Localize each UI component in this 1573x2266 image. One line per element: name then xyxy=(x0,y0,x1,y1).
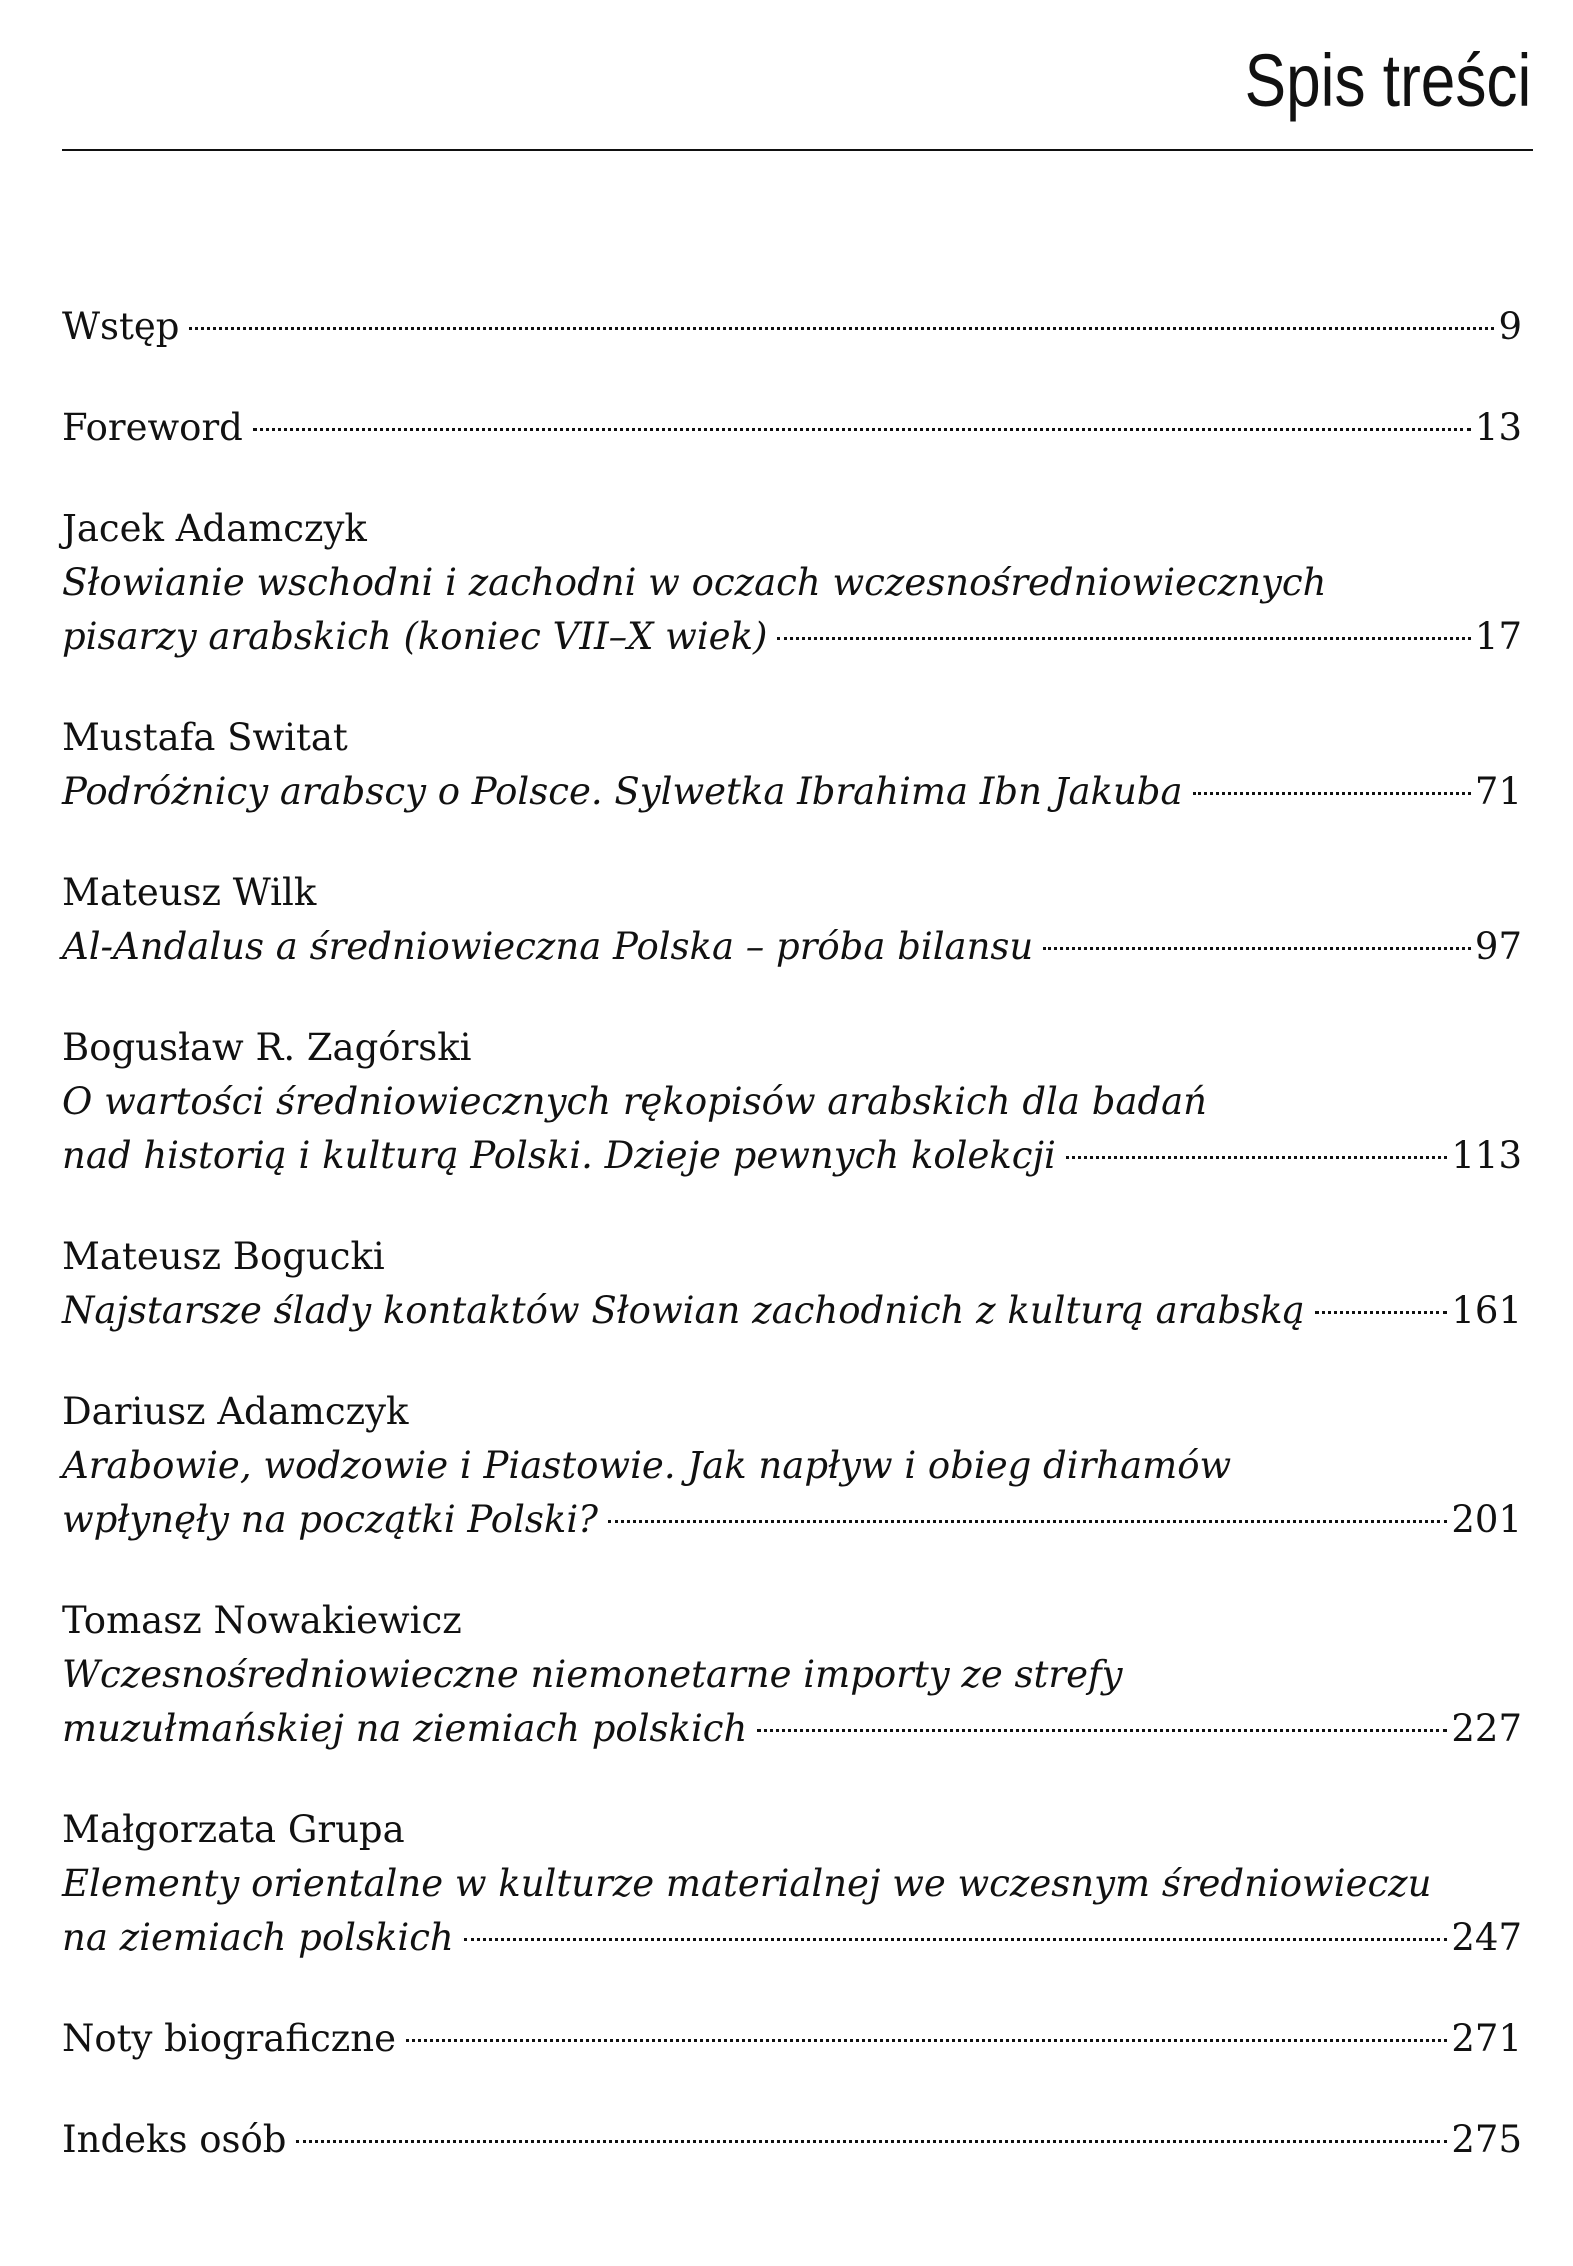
toc-entry-author: Bogusław R. Zagórski xyxy=(62,1026,472,1069)
toc-entry-page-number: 113 xyxy=(1451,1134,1522,1177)
toc-entry xyxy=(62,1594,1522,1756)
dot-leader xyxy=(296,2140,1447,2143)
toc-entry-leader-line xyxy=(62,1129,1522,1183)
toc-entry xyxy=(62,300,1522,354)
toc-entry-title-line: Elementy orientalne w kulturze materialnej we wczesnym średniowieczu xyxy=(62,1862,1432,1905)
dot-leader xyxy=(757,1729,1447,1732)
title-rule xyxy=(62,149,1533,151)
toc-entry-author: Małgorzata Grupa xyxy=(62,1808,405,1851)
toc-entry-leader-line xyxy=(62,1493,1522,1547)
toc-entry-title-line: O wartości średniowiecznych rękopisów arabskich dla badań xyxy=(62,1080,1208,1123)
toc-entry-page-number: 13 xyxy=(1474,406,1522,449)
toc-entry xyxy=(62,502,1522,664)
toc-entry-page-number: 201 xyxy=(1451,1498,1522,1541)
toc-entry-title: muzułmańskiej na ziemiach polskich xyxy=(62,1707,748,1750)
toc-entry-title: wpłynęły na początki Polski? xyxy=(62,1498,598,1541)
dot-leader xyxy=(253,428,1471,431)
toc-entry xyxy=(62,2113,1522,2167)
table-of-contents xyxy=(62,300,1522,2214)
toc-entry xyxy=(62,2012,1522,2066)
dot-leader xyxy=(1043,947,1471,950)
dot-leader xyxy=(464,1938,1448,1941)
toc-entry-leader-line xyxy=(62,2113,1522,2167)
toc-entry-title: Najstarsze ślady kontaktów Słowian zachodnich z kulturą arabską xyxy=(62,1289,1305,1332)
toc-entry xyxy=(62,401,1522,455)
toc-entry-leader-line xyxy=(62,920,1522,974)
dot-leader xyxy=(1193,792,1471,795)
toc-entry-author: Mateusz Bogucki xyxy=(62,1235,385,1278)
toc-entry-page-number: 227 xyxy=(1451,1707,1522,1750)
toc-entry-title: na ziemiach polskich xyxy=(62,1916,454,1959)
toc-entry-title: Al-Andalus a średniowieczna Polska – próba bilansu xyxy=(62,925,1034,968)
toc-entry-title: nad historią i kulturą Polski. Dzieje pewnych kolekcji xyxy=(62,1134,1056,1177)
toc-entry-page-number: 161 xyxy=(1451,1289,1522,1332)
toc-entry xyxy=(62,1021,1522,1183)
toc-entry xyxy=(62,866,1522,974)
toc-entry-title-line: Arabowie, wodzowie i Piastowie. Jak napływ i obieg dirhamów xyxy=(62,1444,1232,1487)
toc-entry-page-number: 247 xyxy=(1451,1916,1522,1959)
toc-entry-title: pisarzy arabskich (koniec VII–X wiek) xyxy=(62,615,768,658)
toc-entry xyxy=(62,711,1522,819)
toc-entry-page-number: 275 xyxy=(1451,2118,1522,2161)
toc-entry xyxy=(62,1385,1522,1547)
toc-entry-title: Indeks osób xyxy=(62,2118,287,2161)
toc-entry-author: Mustafa Switat xyxy=(62,716,348,759)
toc-entry-author: Mateusz Wilk xyxy=(62,871,317,914)
dot-leader xyxy=(777,637,1470,640)
dot-leader xyxy=(1315,1311,1448,1314)
page-title: Spis treści xyxy=(1244,39,1531,122)
toc-entry-page-number: 71 xyxy=(1474,770,1522,813)
toc-entry-leader-line xyxy=(62,300,1522,354)
toc-entry-author: Tomasz Nowakiewicz xyxy=(62,1599,462,1642)
toc-entry-leader-line xyxy=(62,1702,1522,1756)
toc-entry-leader-line xyxy=(62,2012,1522,2066)
toc-entry-title: Wstęp xyxy=(62,305,180,348)
toc-entry-page-number: 97 xyxy=(1474,925,1522,968)
toc-entry-title: Podróżnicy arabscy o Polsce. Sylwetka Ibrahima Ibn Jakuba xyxy=(62,770,1183,813)
dot-leader xyxy=(608,1520,1447,1523)
dot-leader xyxy=(1066,1156,1448,1159)
toc-entry-title-line: Słowianie wschodni i zachodni w oczach wczesnośredniowiecznych xyxy=(62,561,1327,604)
toc-entry-author: Jacek Adamczyk xyxy=(62,507,367,550)
toc-entry-title-line: Wczesnośredniowieczne niemonetarne importy ze strefy xyxy=(62,1653,1123,1696)
toc-entry-author: Dariusz Adamczyk xyxy=(62,1390,409,1433)
toc-entry-title: Noty biograficzne xyxy=(62,2017,397,2060)
toc-entry xyxy=(62,1230,1522,1338)
toc-entry-leader-line xyxy=(62,765,1522,819)
toc-entry-page-number: 17 xyxy=(1474,615,1522,658)
toc-entry-leader-line xyxy=(62,1284,1522,1338)
toc-entry-leader-line xyxy=(62,1911,1522,1965)
toc-entry-page-number: 271 xyxy=(1451,2017,1522,2060)
dot-leader xyxy=(189,327,1494,330)
toc-entry-title: Foreword xyxy=(62,406,243,449)
toc-entry-leader-line xyxy=(62,401,1522,455)
toc-entry-page-number: 9 xyxy=(1498,305,1522,348)
dot-leader xyxy=(406,2039,1447,2042)
toc-entry-leader-line xyxy=(62,610,1522,664)
toc-entry xyxy=(62,1803,1522,1965)
